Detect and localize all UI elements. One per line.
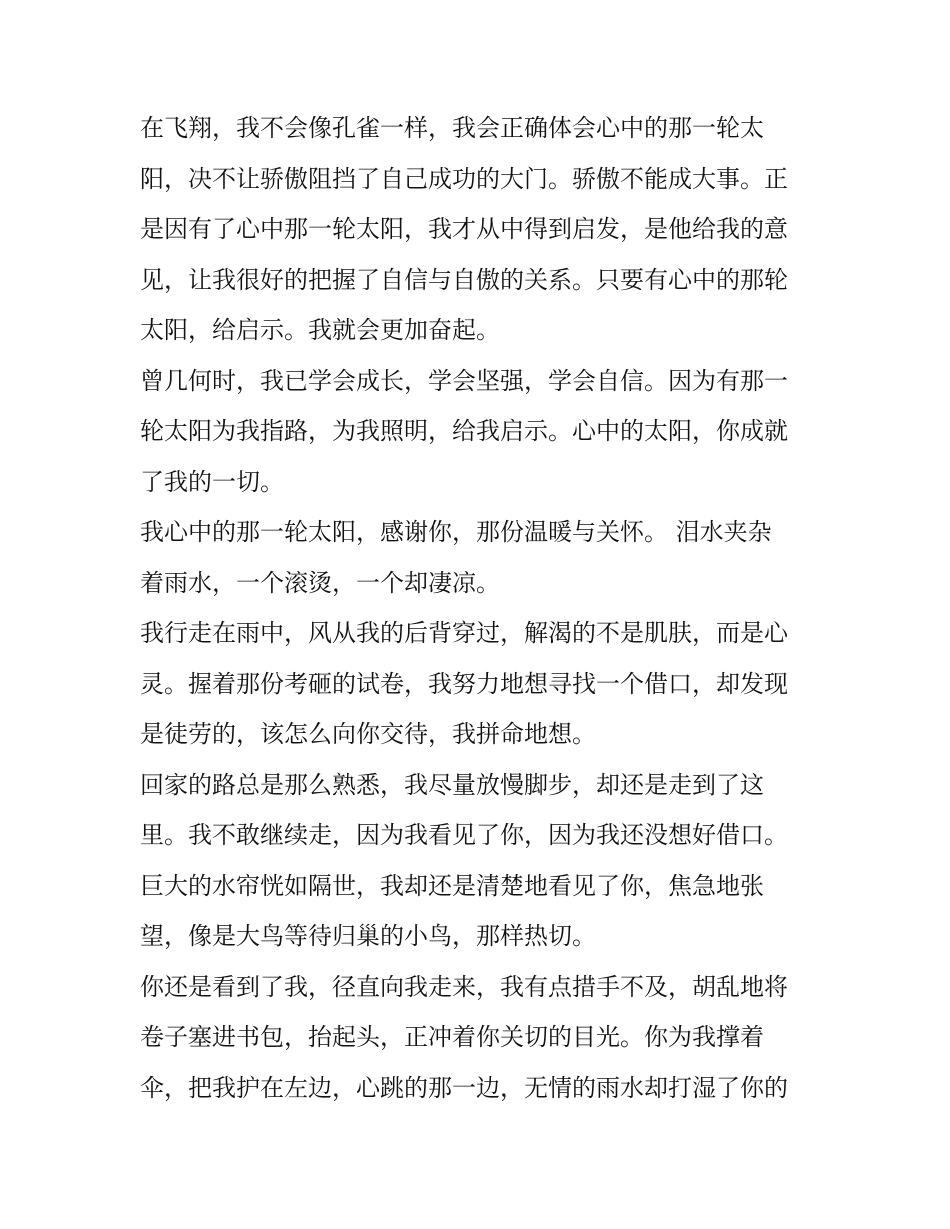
text-line: 曾几何时，我已学会成长，学会坚强，学会自信。因为有那一 <box>140 366 788 395</box>
text-line: 轮太阳为我指路，为我照明，给我启示。心中的太阳，你成就 <box>140 417 788 445</box>
text-line: 见，让我很好的把握了自信与自傲的关系。只要有心中的那轮 <box>140 265 788 294</box>
text-line: 阳，决不让骄傲阻挡了自己成功的大门。骄傲不能成大事。正 <box>140 164 788 193</box>
text-line: 是因有了心中那一轮太阳，我才从中得到启发，是他给我的意 <box>140 215 788 243</box>
text-line: 着雨水，一个滚烫，一个却凄凉。 <box>140 568 500 597</box>
text-line: 我行走在雨中，风从我的后背穿过，解渴的不是肌肤，而是心 <box>140 619 788 647</box>
text-line: 了我的一切。 <box>140 467 284 496</box>
text-line: 我心中的那一轮太阳，感谢你，那份温暖与关怀。 泪水夹杂 <box>140 518 772 546</box>
text-line: 灵。握着那份考砸的试卷，我努力地想寻找一个借口，却发现 <box>140 669 788 698</box>
document-body <box>140 103 820 1113</box>
text-line: 伞，把我护在左边，心跳的那一边，无情的雨水却打湿了你的 <box>140 1073 788 1102</box>
text-line: 是徒劳的，该怎么向你交待，我拼命地想。 <box>140 720 596 748</box>
text-line: 卷子塞进书包，抬起头，正冲着你关切的目光。你为我撑着 <box>140 1023 764 1051</box>
text-line: 里。我不敢继续走，因为我看见了你，因为我还没想好借口。 <box>140 821 788 849</box>
text-line: 巨大的水帘恍如隔世，我却还是清楚地看见了你，焦急地张 <box>140 871 764 900</box>
text-line: 望，像是大鸟等待归巢的小鸟，那样热切。 <box>140 922 596 950</box>
text-line: 回家的路总是那么熟悉，我尽量放慢脚步，却还是走到了这 <box>140 770 764 799</box>
text-line: 太阳，给启示。我就会更加奋起。 <box>140 316 500 344</box>
text-line: 你还是看到了我，径直向我走来，我有点措手不及，胡乱地将 <box>140 972 788 1001</box>
text-line: 在飞翔，我不会像孔雀一样，我会正确体会心中的那一轮太 <box>140 114 764 142</box>
